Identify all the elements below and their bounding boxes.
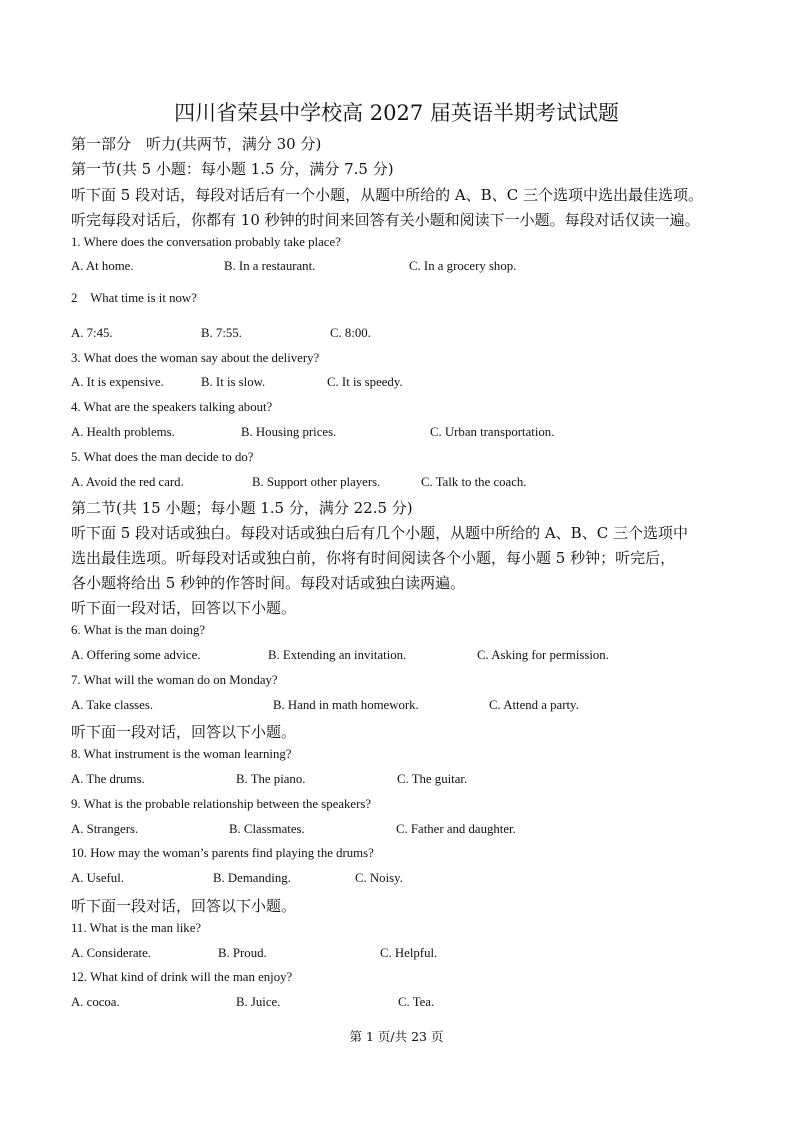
option-c: C. Tea.: [398, 995, 435, 1009]
option-c: C. Urban transportation.: [430, 425, 555, 439]
option-a: A. It is expensive.: [71, 375, 164, 389]
section2-heading: 第二节(共 15 小题；每小题 1.5 分，满分 22.5 分): [71, 499, 413, 517]
question-stem: 11. What is the man like?: [71, 921, 202, 935]
listen-prompt: 听下面一段对话，回答以下小题。: [71, 897, 297, 915]
option-b: B. In a restaurant.: [224, 259, 316, 273]
listen-prompt: 听下面一段对话，回答以下小题。: [71, 723, 297, 741]
option-b: B. Extending an invitation.: [268, 648, 407, 662]
option-c: C. Helpful.: [380, 946, 438, 960]
section2-instructions-line: 选出最佳选项。听每段对话或独白前，你将有时间阅读各个小题，每小题 5 秒钟；听完后，: [71, 549, 676, 567]
question-stem: 6. What is the man doing?: [71, 623, 206, 637]
option-a: A. 7:45.: [71, 326, 113, 340]
option-a: A. Considerate.: [71, 946, 151, 960]
option-a: A. Take classes.: [71, 698, 154, 712]
option-c: C. It is speedy.: [327, 375, 403, 389]
page-footer: 第 1 页/共 23 页: [349, 1029, 444, 1044]
question-stem: 4. What are the speakers talking about?: [71, 400, 273, 414]
option-b: B. Proud.: [218, 946, 267, 960]
option-b: B. The piano.: [236, 772, 306, 786]
option-c: C. Talk to the coach.: [421, 475, 527, 489]
option-c: C. Asking for permission.: [477, 648, 609, 662]
question-stem: 1. Where does the conversation probably take place?: [71, 235, 341, 249]
option-c: C. Father and daughter.: [396, 822, 516, 836]
option-a: A. cocoa.: [71, 995, 120, 1009]
option-c: C. 8:00.: [330, 326, 371, 340]
option-c: C. The guitar.: [397, 772, 468, 786]
question-stem: 5. What does the man decide to do?: [71, 450, 254, 464]
question-stem: 10. How may the woman’s parents find playing the drums?: [71, 846, 374, 860]
option-a: A. Useful.: [71, 871, 124, 885]
question-stem: 12. What kind of drink will the man enjoy?: [71, 970, 293, 984]
listen-prompt: 听下面一段对话，回答以下小题。: [71, 599, 297, 617]
option-c: C. Noisy.: [355, 871, 403, 885]
option-b: B. 7:55.: [201, 326, 242, 340]
option-b: B. Hand in math homework.: [273, 698, 419, 712]
section2-instructions-line: 听下面 5 段对话或独白。每段对话或独白后有几个小题，从题中所给的 A、B、C 三个选项中: [71, 524, 688, 542]
option-a: A. Health problems.: [71, 425, 175, 439]
option-a: A. Strangers.: [71, 822, 139, 836]
option-a: A. Avoid the red card.: [71, 475, 184, 489]
option-c: C. In a grocery shop.: [409, 259, 517, 273]
option-b: B. It is slow.: [201, 375, 266, 389]
option-a: A. Offering some advice.: [71, 648, 201, 662]
option-b: B. Demanding.: [213, 871, 291, 885]
section2-instructions-line: 各小题将给出 5 秒钟的作答时间。每段对话或独白读两遍。: [71, 574, 466, 592]
question-stem: 9. What is the probable relationship between the speakers?: [71, 797, 372, 811]
option-c: C. Attend a party.: [489, 698, 579, 712]
option-b: B. Juice.: [236, 995, 281, 1009]
question-stem: 3. What does the woman say about the delivery?: [71, 351, 320, 365]
part1-heading: 第一部分 听力(共两节，满分 30 分): [71, 135, 322, 153]
section1-instructions-line: 听完每段对话后，你都有 10 秒钟的时间来回答有关小题和阅读下一小题。每段对话仅读一遍。: [71, 211, 700, 229]
question-stem: 7. What will the woman do on Monday?: [71, 673, 278, 687]
option-a: A. The drums.: [71, 772, 145, 786]
question-stem: 8. What instrument is the woman learning?: [71, 747, 292, 761]
option-b: B. Support other players.: [252, 475, 381, 489]
section1-heading: 第一节(共 5 小题：每小题 1.5 分，满分 7.5 分): [71, 160, 394, 178]
option-b: B. Housing prices.: [241, 425, 337, 439]
question-stem: 2 What time is it now?: [71, 291, 197, 305]
option-b: B. Classmates.: [229, 822, 305, 836]
option-a: A. At home.: [71, 259, 134, 273]
section1-instructions-line: 听下面 5 段对话，每段对话后有一个小题，从题中所给的 A、B、C 三个选项中选出最佳选项。: [71, 186, 703, 204]
page-title: 四川省荣县中学校高 2027 届英语半期考试试题: [174, 101, 619, 125]
